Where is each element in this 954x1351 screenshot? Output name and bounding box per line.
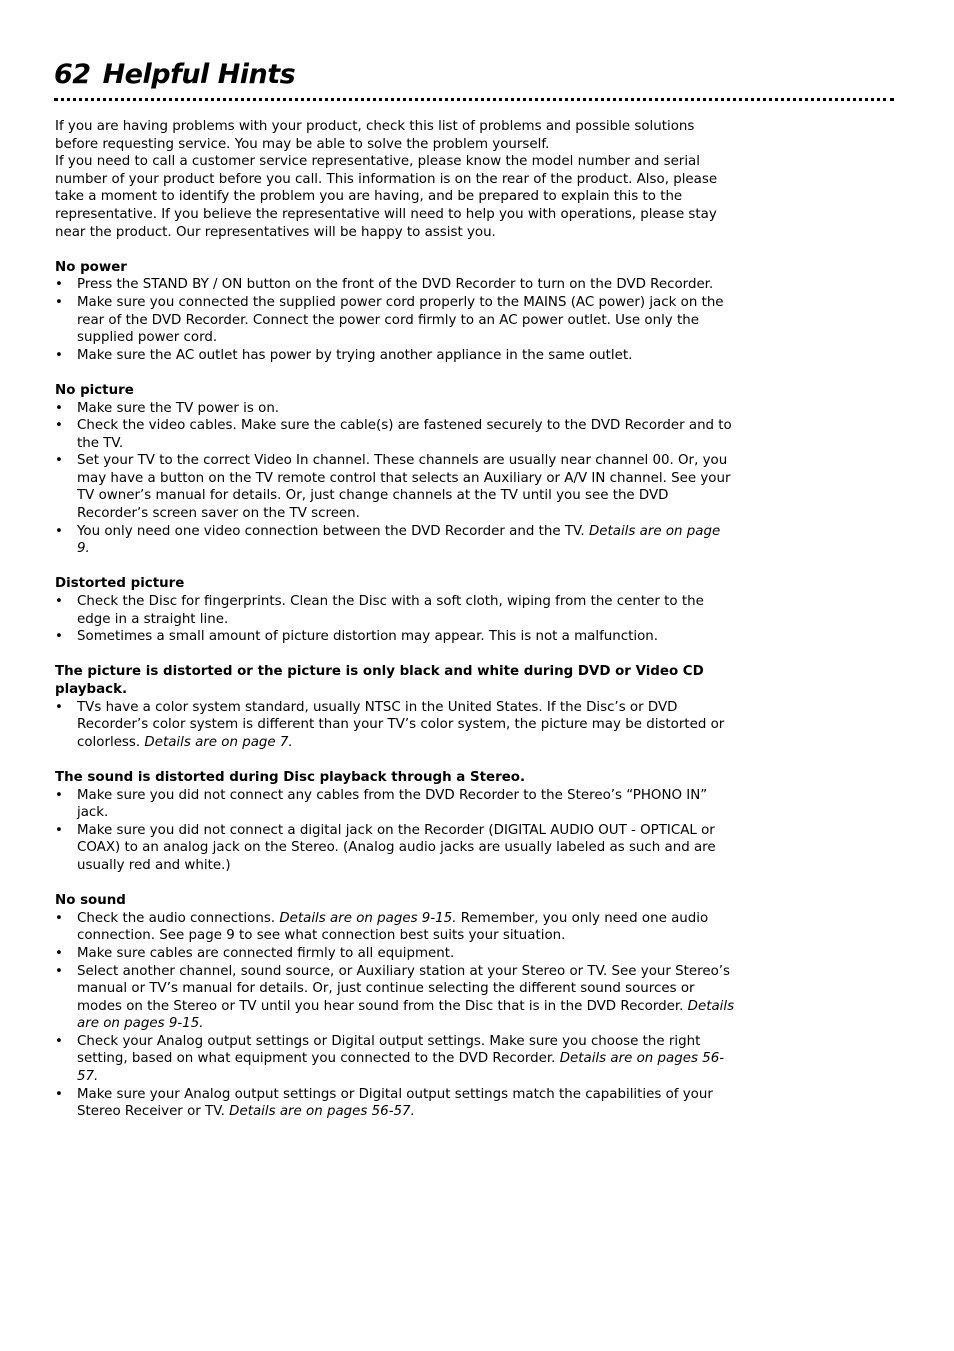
solution-text: Set your TV to the correct Video In channel. These channels are usually near channel 00. Or, you may have a button on the TV remote control that selects an Auxiliary or A/V IN channel. See your TV owner’s manual for details. Or, just change channels at the TV until you see the DVD Recorder’s screen saver on the TV screen. bbox=[77, 453, 731, 522]
page-reference: Details are on pages 9-15. bbox=[77, 998, 735, 1032]
problem-heading: No sound bbox=[55, 893, 126, 909]
page-header bbox=[54, 56, 894, 94]
solution-text: You only need one video connection between the DVD Recorder and the TV. bbox=[77, 523, 589, 539]
page-reference: Details are on pages 9-15. bbox=[279, 910, 457, 926]
page-reference: Details are on page 9. bbox=[77, 523, 721, 557]
solution-text: Sometimes a small amount of picture distortion may appear. This is not a malfunction. bbox=[77, 629, 659, 645]
problem-heading: No power bbox=[55, 259, 127, 275]
solution-item bbox=[55, 787, 737, 822]
solution-text: Select another channel, sound source, or Auxiliary station at your Stereo or TV. See your Stereo’s manual or TV’s manual for details. Or, just continue selecting the different sound sources or modes on the Stereo or TV until you hear sound from the Disc that is in the DVD Recorder. bbox=[77, 963, 730, 1014]
solution-list bbox=[55, 787, 737, 875]
solution-item bbox=[55, 347, 737, 365]
solution-item bbox=[55, 910, 737, 945]
problem-heading: The picture is distorted or the picture is only black and white during DVD or Video CD playback. bbox=[55, 664, 704, 697]
solution-item bbox=[55, 417, 737, 452]
solution-text: Check the video cables. Make sure the cable(s) are fastened securely to the DVD Recorder and to the TV. bbox=[77, 418, 732, 451]
problem-section bbox=[55, 892, 737, 1121]
solution-list bbox=[55, 593, 737, 646]
problem-heading: No picture bbox=[55, 382, 134, 398]
problem-section bbox=[55, 382, 737, 558]
page-reference: Details are on pages 56-57. bbox=[229, 1104, 415, 1120]
solution-item bbox=[55, 276, 737, 294]
solution-item bbox=[55, 1086, 737, 1121]
solution-text: Press the STAND BY / ON button on the front of the DVD Recorder to turn on the DVD Recorder. bbox=[77, 277, 714, 293]
solution-list bbox=[55, 276, 737, 364]
solution-text: Check the audio connections. bbox=[77, 910, 280, 926]
solution-item bbox=[55, 628, 737, 646]
problem-section bbox=[55, 259, 737, 365]
solution-text: Make sure the AC outlet has power by trying another appliance in the same outlet. bbox=[77, 347, 633, 363]
solution-item bbox=[55, 294, 737, 347]
solution-item bbox=[55, 945, 737, 963]
solution-item bbox=[55, 593, 737, 628]
solution-text: Make sure you did not connect any cables from the DVD Recorder to the Stereo’s “PHONO IN” jack. bbox=[77, 787, 708, 821]
solution-item bbox=[55, 400, 737, 418]
solution-list bbox=[55, 400, 737, 558]
solution-text: Check your Analog output settings or Digital output settings. Make sure you choose the right setting, based on what equipment you connected to the DVD Recorder. bbox=[77, 1033, 701, 1067]
page-reference: Details are on pages 56-57. bbox=[77, 1051, 725, 1085]
page-title: Helpful Hints bbox=[102, 59, 296, 90]
problem-section bbox=[55, 663, 737, 751]
problem-heading: The sound is distorted during Disc playback through a Stereo. bbox=[55, 769, 526, 785]
solution-list bbox=[55, 910, 737, 1121]
solution-text: Make sure you did not connect a digital jack on the Recorder (DIGITAL AUDIO OUT - OPTICAL or COAX) to an analog jack on the Stereo. (Analog audio jacks are usually labeled as such and are usually red and white.) bbox=[77, 822, 716, 873]
solution-text-continued: Remember, you only need one audio connection. See page 9 to see what connection best suits your situation. bbox=[77, 910, 709, 944]
page-number: 62 bbox=[54, 59, 91, 90]
solution-item bbox=[55, 963, 737, 1033]
solution-item bbox=[55, 699, 737, 752]
page-reference: Details are on page 7. bbox=[144, 734, 293, 750]
intro-paragraph: If you need to call a customer service representative, please know the model number and serial number of your product before you call. This information is on the rear of the product. Also, please take a moment to identify the problem you are having, and be prepared to explain this to the representative. If you believe the representative will need to help you with operations, please stay near the product. Our representatives will be happy to assist you. bbox=[55, 154, 718, 240]
page-content bbox=[55, 118, 737, 1138]
problem-section bbox=[55, 575, 737, 645]
header-divider bbox=[54, 98, 894, 101]
solution-text: Make sure your Analog output settings or Digital output settings match the capabilities of your Stereo Receiver or TV. bbox=[77, 1086, 713, 1120]
troubleshooting-list bbox=[55, 259, 737, 1121]
solution-text: Make sure you connected the supplied power cord properly to the MAINS (AC power) jack on the rear of the DVD Recorder. Connect the power cord firmly to an AC power outlet. Use only the supplied power cord. bbox=[77, 294, 724, 346]
solution-text: Make sure the TV power is on. bbox=[77, 400, 280, 416]
solution-text: Check the Disc for fingerprints. Clean the Disc with a soft cloth, wiping from the center to the edge in a straight line. bbox=[77, 594, 704, 627]
intro-paragraph: If you are having problems with your product, check this list of problems and possible solutions before requesting service. You may be able to solve the problem yourself. bbox=[55, 119, 695, 152]
problem-heading: Distorted picture bbox=[55, 576, 185, 592]
solution-item bbox=[55, 523, 737, 558]
solution-text: TVs have a color system standard, usually NTSC in the United States. If the Disc’s or DVD Recorder’s color system is different than your TV’s color system, the picture may be distorted or colorless. bbox=[77, 699, 725, 750]
solution-item bbox=[55, 452, 737, 522]
solution-item bbox=[55, 1033, 737, 1086]
solution-text: Make sure cables are connected firmly to all equipment. bbox=[77, 945, 455, 961]
problem-section bbox=[55, 769, 737, 875]
intro bbox=[55, 118, 737, 241]
solution-list bbox=[55, 699, 737, 752]
solution-item bbox=[55, 822, 737, 875]
